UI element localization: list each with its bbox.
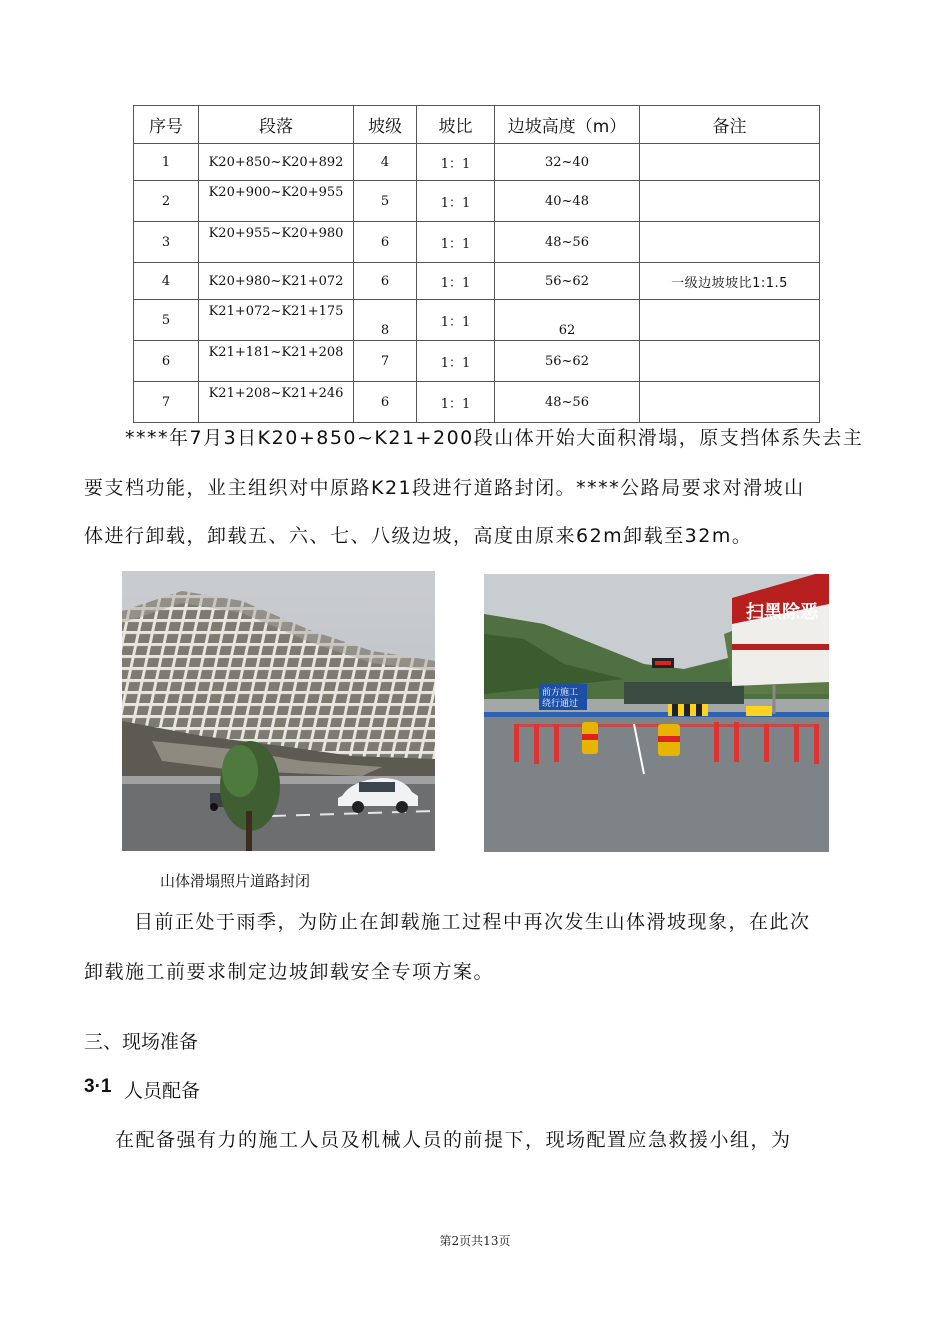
table-row [134, 144, 820, 181]
table-row [134, 300, 820, 341]
cell-section: K21+208~K21+246 [199, 382, 354, 423]
paragraph1-line1: ****年7月3日K20+850~K21+200段山体开始大面积滑塌，原支挡体系失去主 [125, 427, 864, 449]
table-row [134, 341, 820, 382]
page-footer: 第2页共13页 [439, 1234, 511, 1248]
billboard-text: 扫黑除恶 [746, 602, 818, 623]
road-closure-photo [484, 574, 829, 852]
table-row [134, 181, 820, 222]
sign-line2: 绕行通过 [542, 699, 579, 709]
landslide-slope-photo [122, 571, 435, 851]
cell-remark: 一级边坡坡比1:1.5 [640, 263, 820, 300]
table-header-row [134, 106, 820, 144]
cell-section: K20+955~K20+980 [199, 222, 354, 263]
cell-index: 4 [134, 263, 199, 300]
table-row [134, 382, 820, 423]
table-row [134, 263, 820, 300]
cell-height: 62 [495, 300, 640, 341]
cell-level: 6 [354, 382, 417, 423]
cell-remark [640, 341, 820, 382]
section-heading: 三、现场准备 [84, 1031, 199, 1053]
cell-height: 40~48 [495, 181, 640, 222]
cell-level: 4 [354, 144, 417, 181]
paragraph1-line2: 要支档功能，业主组织对中原路K21段进行道路封闭。****公路局要求对滑坡山 [84, 477, 805, 499]
cell-ratio: 1：1 [417, 181, 495, 222]
cell-index: 3 [134, 222, 199, 263]
paragraph2-line1: 目前正处于雨季，为防止在卸载施工过程中再次发生山体滑坡现象，在此次 [134, 911, 811, 933]
cell-level: 6 [354, 263, 417, 300]
cell-ratio: 1：1 [417, 300, 495, 341]
cell-section: K20+980~K21+072 [199, 263, 354, 300]
cell-section: K21+072~K21+175 [199, 300, 354, 341]
header-ratio: 坡比 [417, 106, 495, 144]
cell-section: K21+181~K21+208 [199, 341, 354, 382]
header-level: 坡级 [354, 106, 417, 144]
cell-ratio: 1：1 [417, 382, 495, 423]
subsection-title: 人员配备 [124, 1080, 201, 1102]
cell-index: 6 [134, 341, 199, 382]
header-height: 边坡高度（m） [495, 106, 640, 144]
cell-ratio: 1：1 [417, 144, 495, 181]
cell-index: 5 [134, 300, 199, 341]
cell-remark [640, 300, 820, 341]
cell-level: 8 [354, 300, 417, 341]
cell-ratio: 1：1 [417, 341, 495, 382]
cell-index: 1 [134, 144, 199, 181]
cell-height: 48~56 [495, 382, 640, 423]
cell-remark [640, 181, 820, 222]
cell-level: 6 [354, 222, 417, 263]
cell-level: 7 [354, 341, 417, 382]
cell-section: K20+850~K20+892 [199, 144, 354, 181]
subsection-number: 3·1 [84, 1076, 112, 1097]
table-row [134, 222, 820, 263]
cell-section: K20+900~K20+955 [199, 181, 354, 222]
slope-table [133, 105, 820, 423]
paragraph3: 在配备强有力的施工人员及机械人员的前提下，现场配置应急救援小组，为 [115, 1129, 792, 1151]
cell-ratio: 1：1 [417, 222, 495, 263]
header-index: 序号 [134, 106, 199, 144]
header-remark: 备注 [640, 106, 820, 144]
cell-remark [640, 222, 820, 263]
cell-height: 48~56 [495, 222, 640, 263]
cell-remark [640, 382, 820, 423]
cell-height: 32~40 [495, 144, 640, 181]
paragraph1-line3: 体进行卸载，卸载五、六、七、八级边坡，高度由原来62m卸载至32m。 [84, 525, 753, 547]
photo-caption: 山体滑塌照片道路封闭 [160, 872, 311, 890]
detour-sign-icon [539, 684, 587, 710]
cell-remark [640, 144, 820, 181]
cell-index: 7 [134, 382, 199, 423]
paragraph2-line2: 卸载施工前要求制定边坡卸载安全专项方案。 [84, 961, 495, 983]
cell-ratio: 1：1 [417, 263, 495, 300]
cell-height: 56~62 [495, 341, 640, 382]
cell-height: 56~62 [495, 263, 640, 300]
sign-line1: 前方施工 [542, 688, 579, 698]
cell-index: 2 [134, 181, 199, 222]
header-section: 段落 [199, 106, 354, 144]
cell-level: 5 [354, 181, 417, 222]
